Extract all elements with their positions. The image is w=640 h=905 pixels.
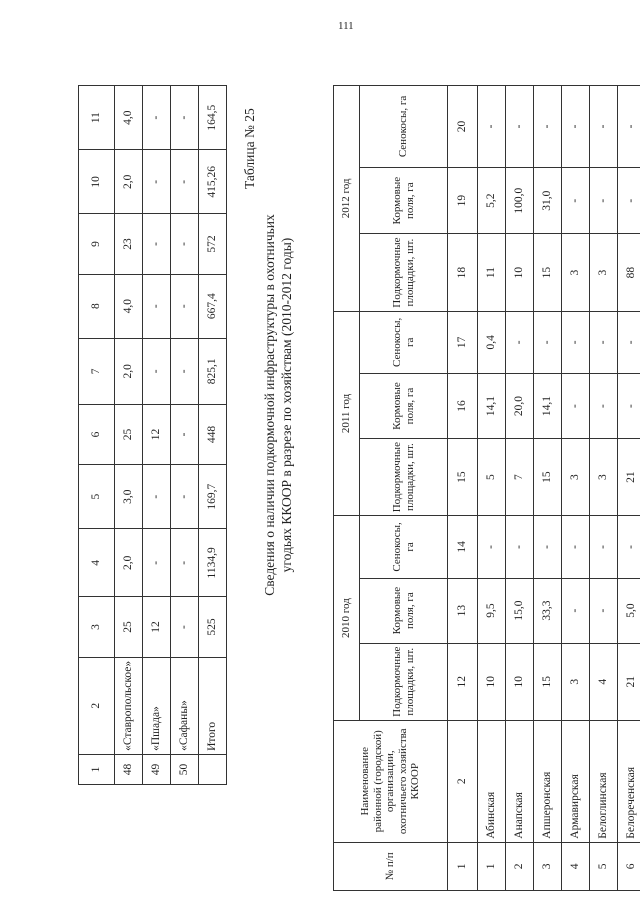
table-cell: Белореченская — [618, 720, 640, 842]
table-cell: - — [143, 274, 171, 338]
header-cell: Кормовые поля, га — [360, 374, 448, 439]
caption-line: угодьях ККООР в разрезе по хозяйствам (2010-2012 годы) — [278, 237, 294, 573]
table-cell: 2,0 — [115, 150, 143, 214]
table-cell: 4,0 — [115, 86, 143, 150]
table-caption — [262, 155, 296, 655]
table-cell: - — [171, 274, 199, 338]
table-row — [334, 86, 360, 891]
header-cell: Подкормочные площадки, шт. — [360, 234, 448, 311]
table-cell: - — [171, 214, 199, 274]
table-cell: 1 — [478, 842, 506, 890]
table-cell: 7 — [506, 439, 534, 516]
table-cell: 10 — [506, 643, 534, 720]
table-row — [478, 86, 506, 891]
table-cell: 5,0 — [618, 578, 640, 643]
table-cell: - — [590, 516, 618, 578]
table-cell: 5 — [590, 842, 618, 890]
table-cell: Итого — [199, 657, 227, 754]
table-cell: - — [171, 597, 199, 657]
table-cell: 3 — [562, 234, 590, 311]
table-cell: - — [590, 167, 618, 234]
table-cell: 2 — [448, 720, 478, 842]
table-cell: 3 — [590, 234, 618, 311]
table-cell: 4 — [79, 529, 115, 597]
table-cell: 6 — [79, 404, 115, 464]
table-cell: 20,0 — [506, 374, 534, 439]
table-cell: - — [590, 86, 618, 168]
header-cell: Сенокосы, га — [360, 516, 448, 578]
table-row — [534, 86, 562, 891]
table-cell: 8 — [79, 274, 115, 338]
table-cell: Анапская — [506, 720, 534, 842]
table-cell: 18 — [448, 234, 478, 311]
table-cell: - — [562, 86, 590, 168]
table-cell: 3 — [590, 439, 618, 516]
table-cell: 164,5 — [199, 86, 227, 150]
table-cell: - — [171, 338, 199, 404]
table-cell: 49 — [143, 754, 171, 784]
table-cell: 25 — [115, 404, 143, 464]
top-table — [78, 85, 227, 785]
table-cell: 2,0 — [115, 529, 143, 597]
table-cell: 2 — [506, 842, 534, 890]
table-cell: - — [478, 86, 506, 168]
table-cell: 10 — [506, 234, 534, 311]
table-cell: - — [618, 516, 640, 578]
table-cell: - — [506, 86, 534, 168]
table-row — [79, 86, 115, 785]
table-cell: 100,0 — [506, 167, 534, 234]
table-cell: - — [562, 374, 590, 439]
page-number: 111 — [338, 20, 354, 32]
table-cell: 2,0 — [115, 338, 143, 404]
table-cell: 17 — [448, 311, 478, 373]
table-cell: 3 — [79, 597, 115, 657]
table-cell: 4 — [590, 643, 618, 720]
table-cell: 525 — [199, 597, 227, 657]
table-cell: 1134,9 — [199, 529, 227, 597]
table-cell: - — [618, 374, 640, 439]
table-cell: - — [534, 311, 562, 373]
table-cell: - — [562, 578, 590, 643]
table-cell: - — [562, 516, 590, 578]
table-cell: 11 — [478, 234, 506, 311]
table-cell: - — [171, 86, 199, 150]
table-cell: 15 — [534, 439, 562, 516]
table-cell: - — [534, 516, 562, 578]
table-cell: Абинская — [478, 720, 506, 842]
table-cell: «Ставропольское» — [115, 657, 143, 754]
table-cell: 9 — [79, 214, 115, 274]
table-cell: 825,1 — [199, 338, 227, 404]
table-row — [171, 86, 199, 785]
table-cell: 3 — [562, 643, 590, 720]
table-cell: - — [171, 150, 199, 214]
table-cell: - — [143, 338, 171, 404]
table-cell: 33,3 — [534, 578, 562, 643]
table-row — [448, 86, 478, 891]
table-cell: - — [618, 311, 640, 373]
table-cell: - — [143, 465, 171, 529]
table-cell: - — [590, 578, 618, 643]
table-cell: 10 — [478, 643, 506, 720]
table-cell: 9,5 — [478, 578, 506, 643]
table-cell: - — [618, 86, 640, 168]
table-cell: 10 — [79, 150, 115, 214]
table-cell: 5 — [79, 465, 115, 529]
table-cell: 11 — [79, 86, 115, 150]
table-cell: 448 — [199, 404, 227, 464]
table-cell: 14,1 — [478, 374, 506, 439]
table-cell: 7 — [79, 338, 115, 404]
table-cell: 3,0 — [115, 465, 143, 529]
table-cell: - — [478, 516, 506, 578]
table-cell: 21 — [618, 643, 640, 720]
table-cell: 572 — [199, 214, 227, 274]
table-row — [590, 86, 618, 891]
header-cell-name: Наименование районной (городской) организации, охотничьего хозяйства ККООР — [334, 720, 448, 842]
table-cell: 25 — [115, 597, 143, 657]
table-cell: - — [143, 529, 171, 597]
header-cell: Кормовые поля, га — [360, 167, 448, 234]
table-cell: 1 — [448, 842, 478, 890]
header-cell-year: 2010 год — [334, 516, 360, 721]
table-cell: 14 — [448, 516, 478, 578]
table-row — [506, 86, 534, 891]
header-cell-number: № п/п — [334, 842, 448, 890]
table-cell: 14,1 — [534, 374, 562, 439]
table-cell: 13 — [448, 578, 478, 643]
table-cell: 19 — [448, 167, 478, 234]
table-label: Таблица № 25 — [242, 108, 257, 189]
table-cell: - — [534, 86, 562, 168]
table-cell: - — [618, 167, 640, 234]
table-cell: - — [143, 214, 171, 274]
table-cell: 4,0 — [115, 274, 143, 338]
table-row — [143, 86, 171, 785]
table-cell: - — [590, 311, 618, 373]
table-cell: 15 — [534, 234, 562, 311]
table-cell: 12 — [448, 643, 478, 720]
table-cell: 4 — [562, 842, 590, 890]
table-row — [562, 86, 590, 891]
header-cell: Сенокосы, га — [360, 86, 448, 168]
table-cell: 48 — [115, 754, 143, 784]
table-cell: 415,26 — [199, 150, 227, 214]
table-row — [115, 86, 143, 785]
header-cell-year: 2011 год — [334, 311, 360, 516]
table-cell: 667,4 — [199, 274, 227, 338]
caption-line: Сведения о наличии подкормочной инфраструктуры в охотничьих — [262, 214, 277, 596]
table-cell: 6 — [618, 842, 640, 890]
table-cell: 50 — [171, 754, 199, 784]
table-cell: «Пшада» — [143, 657, 171, 754]
table-cell: 2 — [79, 657, 115, 754]
table-cell: 21 — [618, 439, 640, 516]
header-cell-year: 2012 год — [334, 86, 360, 312]
table-cell: - — [143, 150, 171, 214]
table-cell: - — [562, 167, 590, 234]
table-cell: - — [590, 374, 618, 439]
table-cell: 5,2 — [478, 167, 506, 234]
table-cell: 16 — [448, 374, 478, 439]
table-cell: 15 — [448, 439, 478, 516]
table-cell: 31,0 — [534, 167, 562, 234]
table-cell: 1 — [79, 754, 115, 784]
table-cell: 20 — [448, 86, 478, 168]
table-cell: 5 — [478, 439, 506, 516]
table-cell: 15,0 — [506, 578, 534, 643]
header-cell: Сенокосы, га — [360, 311, 448, 373]
table-cell — [199, 754, 227, 784]
table-cell: 15 — [534, 643, 562, 720]
table-cell: 169,7 — [199, 465, 227, 529]
table-cell: - — [506, 311, 534, 373]
table-cell: Апшеронская — [534, 720, 562, 842]
table-cell: 23 — [115, 214, 143, 274]
header-cell: Кормовые поля, га — [360, 578, 448, 643]
table-cell: - — [143, 86, 171, 150]
table-cell: 0,4 — [478, 311, 506, 373]
header-cell: Подкормочные площадки, шт. — [360, 439, 448, 516]
table-row — [618, 86, 640, 891]
table-cell: «Сафаны» — [171, 657, 199, 754]
table-row — [199, 86, 227, 785]
table-cell: 3 — [562, 439, 590, 516]
table-cell: - — [171, 404, 199, 464]
table-cell: Армавирская — [562, 720, 590, 842]
table-cell: Белоглинская — [590, 720, 618, 842]
table-cell: 12 — [143, 597, 171, 657]
table-cell: - — [506, 516, 534, 578]
main-table — [333, 85, 640, 891]
table-cell: - — [171, 529, 199, 597]
table-cell: - — [562, 311, 590, 373]
table-cell: 88 — [618, 234, 640, 311]
table-cell: - — [171, 465, 199, 529]
table-cell: 12 — [143, 404, 171, 464]
header-cell: Подкормочные площадки, шт. — [360, 643, 448, 720]
table-cell: 3 — [534, 842, 562, 890]
